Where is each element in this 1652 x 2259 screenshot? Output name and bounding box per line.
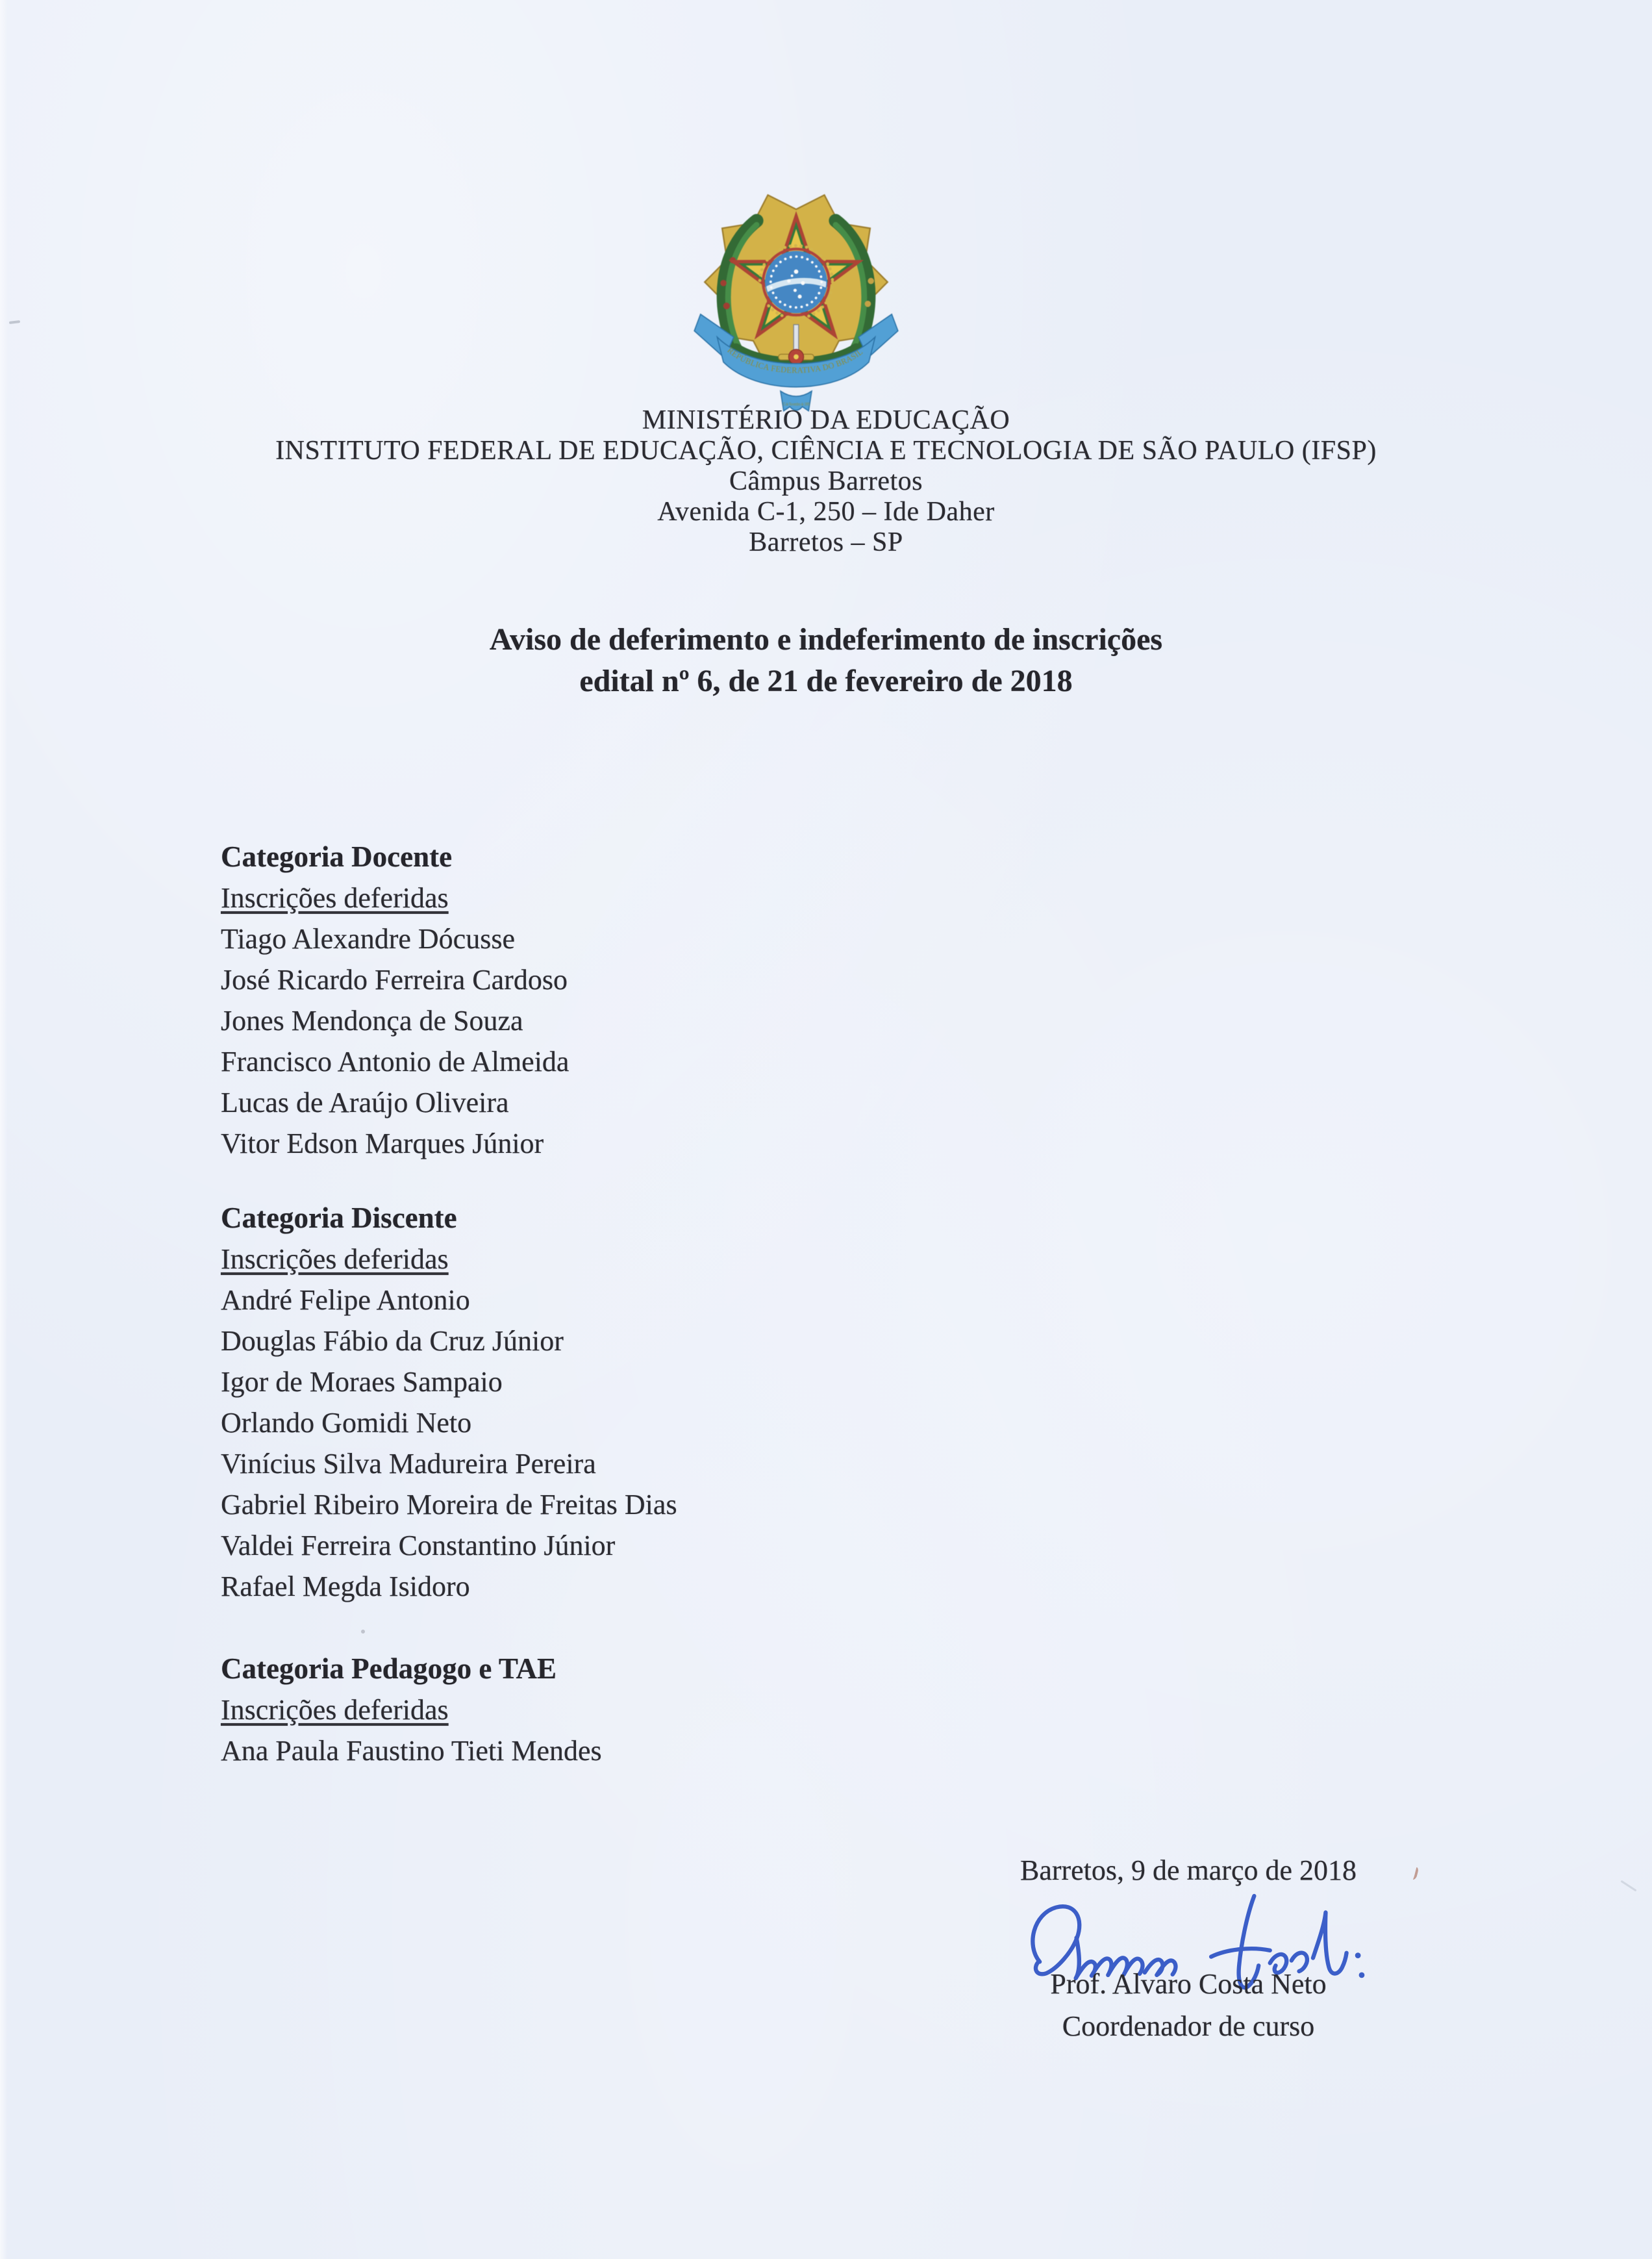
participant-name: Jones Mendonça de Souza (221, 1005, 523, 1037)
participant-name: Francisco Antonio de Almeida (221, 1046, 569, 1078)
participant-name: Douglas Fábio da Cruz Júnior (221, 1325, 564, 1357)
section-categoria-docente (221, 837, 569, 1164)
brazil-coat-of-arms-icon (692, 183, 900, 418)
address-line: Avenida C-1, 250 – Ide Daher (657, 497, 995, 527)
section-heading: Categoria Docente (221, 840, 453, 873)
signature-block (961, 1850, 1416, 2123)
city-state-line: Barretos – SP (749, 527, 903, 557)
section-heading: Categoria Discente (221, 1202, 457, 1234)
ministry-line: MINISTÉRIO DA EDUCAÇÃO (642, 405, 1010, 435)
scan-speck (9, 320, 20, 324)
participant-name: Lucas de Araújo Oliveira (221, 1087, 509, 1118)
section-categoria-discente (221, 1198, 677, 1607)
participant-name: Gabriel Ribeiro Moreira de Freitas Dias (221, 1489, 677, 1521)
section-subheading: Inscrições deferidas (221, 882, 449, 914)
scanner-edge-shadow (0, 0, 8, 2259)
title-line-2: edital nº 6, de 21 de fevereiro de 2018 (579, 664, 1073, 698)
section-categoria-pedagogo-tae (221, 1648, 602, 1771)
participant-name: Vinícius Silva Madureira Pereira (221, 1448, 596, 1480)
section-heading: Categoria Pedagogo e TAE (221, 1652, 557, 1685)
ribbon-text: REPÚBLICA FEDERATIVA DO BRASIL (725, 346, 865, 375)
participant-name: Ana Paula Faustino Tieti Mendes (221, 1735, 602, 1767)
scan-speck (361, 1630, 365, 1634)
letterhead (0, 405, 1652, 558)
section-subheading: Inscrições deferidas (221, 1694, 449, 1726)
participant-name: José Ricardo Ferreira Cardoso (221, 964, 568, 996)
title-line-1: Aviso de deferimento e indeferimento de inscrições (489, 622, 1163, 657)
participant-name: André Felipe Antonio (221, 1284, 470, 1316)
ribbon-date-text: 15 de Novembro de 1889 (782, 401, 810, 407)
participant-name: Rafael Megda Isidoro (221, 1571, 470, 1602)
institute-line: INSTITUTO FEDERAL DE EDUCAÇÃO, CIÊNCIA E TECNOLOGIA DE SÃO PAULO (IFSP) (275, 436, 1377, 466)
signer-role: Coordenador de curso (1062, 2010, 1315, 2042)
participant-name: Igor de Moraes Sampaio (221, 1366, 503, 1398)
participant-name: Orlando Gomidi Neto (221, 1407, 472, 1439)
section-subheading: Inscrições deferidas (221, 1243, 449, 1275)
document-title (0, 619, 1652, 702)
scan-speck (1620, 1880, 1636, 1892)
date-line: Barretos, 9 de março de 2018 (1020, 1854, 1357, 1886)
participant-name: Valdei Ferreira Constantino Júnior (221, 1530, 616, 1561)
campus-line: Câmpus Barretos (729, 466, 923, 496)
participant-name: Tiago Alexandre Dócusse (221, 923, 515, 955)
signer-name: Prof. Alvaro Costa Neto (1050, 1968, 1327, 2000)
participant-name: Vitor Edson Marques Júnior (221, 1128, 544, 1159)
